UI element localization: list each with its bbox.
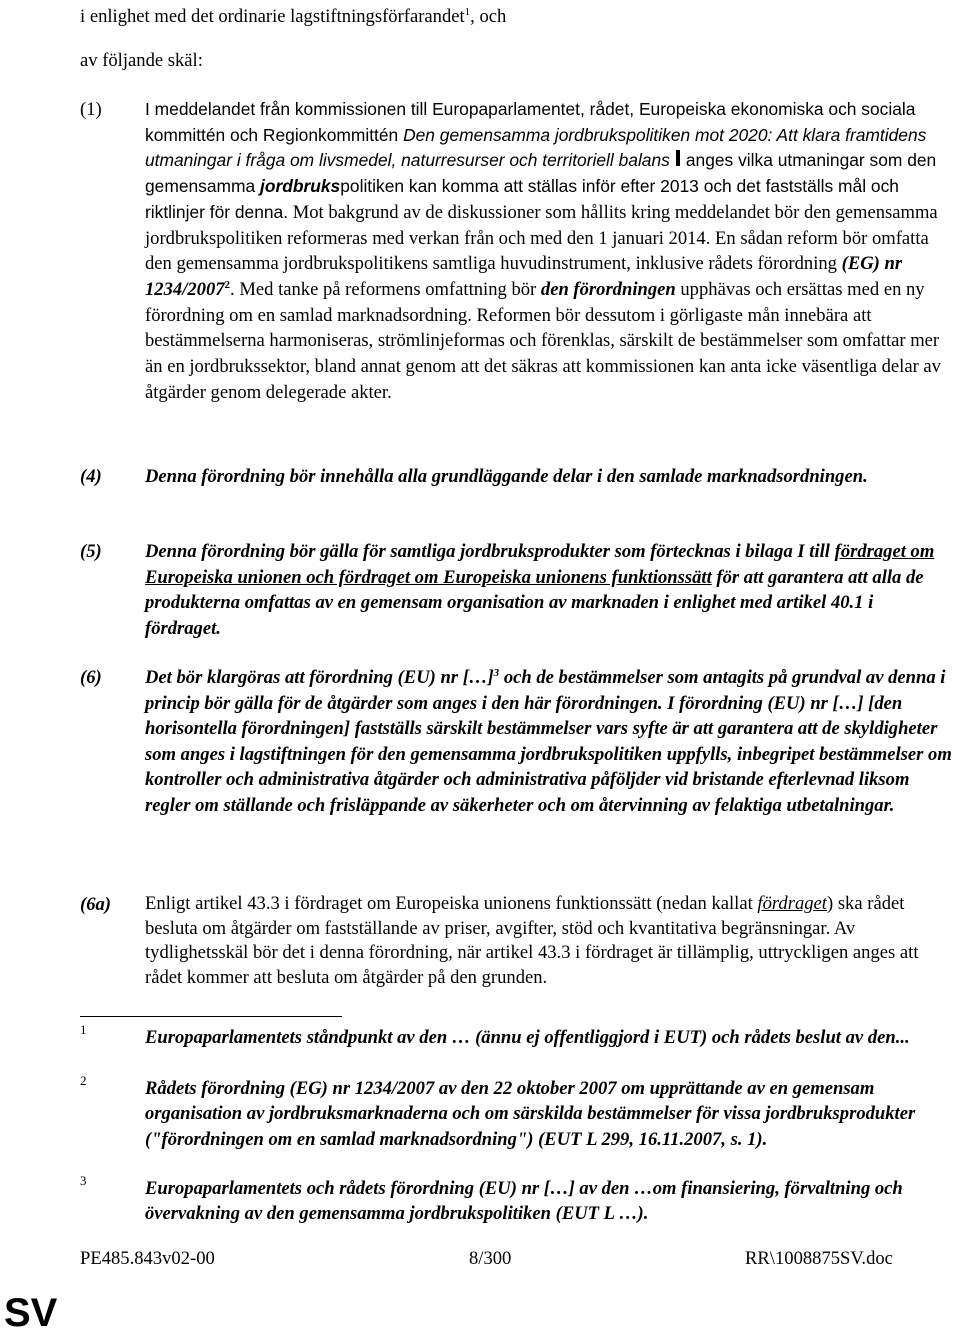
footnote-3-text: Europaparlamentets och rådets förordning (EU) nr […] av den …om finansiering, förvaltning och övervakning av den gemensamma jordbrukspolitiken (EUT L …). bbox=[145, 1178, 903, 1225]
intro-line-1: i enlighet med det ordinarie lagstiftningsförfarandet$^1$, och bbox=[80, 5, 507, 27]
intro-line-2: av följande skäl: bbox=[80, 50, 203, 71]
change-marker-icon bbox=[676, 150, 680, 166]
language-code: SV bbox=[4, 1291, 58, 1335]
recital-1-text: I meddelandet från kommissionen till Europaparlamentet, rådet, Europeiska ekonomiska och sociala kommittén och Regionkommittén Den gemensamma jordbrukspolitiken mot 2020: Att klara framtidens utmaningar i fråga om livsmedel, naturresurser och territoriell balans anges vilka utmaningar som den gemensamma jordbrukspolitiken kan komma att ställas inför efter 2013 och det fastställs mål och riktlinjer för denna. Mot bakgrund av de diskussioner som hållits kring meddelandet bör den gemensamma jordbrukspolitiken reformeras med verkan från och med den 1 januari 2014. En sådan reform bör omfatta den gemensamma jordbrukspolitikens samtliga huvudinstrument, inklusive rådets förordning (EG) nr 1234/2007$^2$. Med tanke på reformens omfattning bör den förordningen upphävas och ersättas med en ny förordning om en samlad marknadsordning. Reformen bör dessutom i görligaste mån innebära att bestämmelserna harmoniseras, strömlinjeformas och förenklas, särskilt de bestämmelser som omfattar mer än en jordbrukssektor, bland annat genom att det säkras att kommissionen kan anta icke väsentliga delar av åtgärder genom delegerade akter. bbox=[145, 99, 941, 403]
footer-document-ref: PE485.843v02-00 bbox=[80, 1248, 215, 1269]
footer-page-number: 8/300 bbox=[469, 1248, 512, 1269]
footnote-ref-3[interactable]: 3 bbox=[493, 666, 500, 679]
footnote-2-text: Rådets förordning (EG) nr 1234/2007 av den 22 oktober 2007 om upprättande av en gemensam organisation av jordbruksmarknaderna och om särskilda bestämmelser för vissa jordbruksprodukter ("förordningen om en samlad marknadsordning") (EUT L 299, 16.11.2007, s. 1). bbox=[145, 1078, 916, 1150]
recital-6a-number: (6a) bbox=[80, 894, 111, 915]
recital-6a-text: Enligt artikel 43.3 i fördraget om Europeiska unionens funktionssätt (nedan kallat fördraget) ska rådet besluta om åtgärder om fastställande av priser, avgifter, stöd och kvantitativa begränsningar. Av tydlighetsskäl bör det i denna förordning, när artikel 43.3 i fördraget är tillämplig, uttryckligen anges att rådet kommer att besluta om åtgärder på den grunden. bbox=[145, 893, 919, 988]
footnote-3-number: 3 bbox=[80, 1173, 87, 1188]
footer-file-name: RR\1008875SV.doc bbox=[745, 1248, 893, 1269]
recital-1-number: (1) bbox=[80, 99, 102, 120]
footnote-ref-2[interactable]: 2 bbox=[224, 278, 231, 291]
recital-6-number: (6) bbox=[80, 667, 102, 688]
recital-5-text: Denna förordning bör gälla för samtliga jordbruksprodukter som förtecknas i bilaga I till fördraget om Europeiska unionen och fördraget om Europeiska unionens funktionssätt för att garantera att alla de produkterna omfattas av en gemensam organisation av marknaden i enlighet med artikel 40.1 i fördraget. bbox=[145, 541, 935, 639]
recital-4-number: (4) bbox=[80, 466, 102, 487]
footnote-separator bbox=[80, 1016, 342, 1017]
footnote-ref-1[interactable]: 1 bbox=[464, 5, 471, 18]
footnote-1-number: 1 bbox=[80, 1022, 87, 1037]
footnote-2-number: 2 bbox=[80, 1073, 87, 1088]
recital-4-text: Denna förordning bör innehålla alla grundläggande delar i den samlade marknadsordningen. bbox=[145, 466, 868, 487]
recital-5-number: (5) bbox=[80, 541, 102, 562]
recital-6-text: Det bör klargöras att förordning (EU) nr […]$^3$ och de bestämmelser som antagits på grundval av denna i princip bör gälla för de åtgärder som anges i den här förordningen. I förordning (EU) nr […] [den horisontella förordningen] fastställs särskilt bestämmelser vars syfte är att garantera att de skyldigheter som anges i lagstiftningen för den gemensamma jordbrukspolitiken uppfylls, inbegripet bestämmelser om kontroller och administrativa åtgärder och administrativa påföljder vid bristande efterlevnad liksom regler om ställande och frisläppande av säkerheter och om återvinning av felaktiga utbetalningar. bbox=[145, 666, 952, 816]
footnote-1-text: Europaparlamentets ståndpunkt av den … (ännu ej offentliggjord i EUT) och rådets beslut av den... bbox=[145, 1027, 910, 1048]
